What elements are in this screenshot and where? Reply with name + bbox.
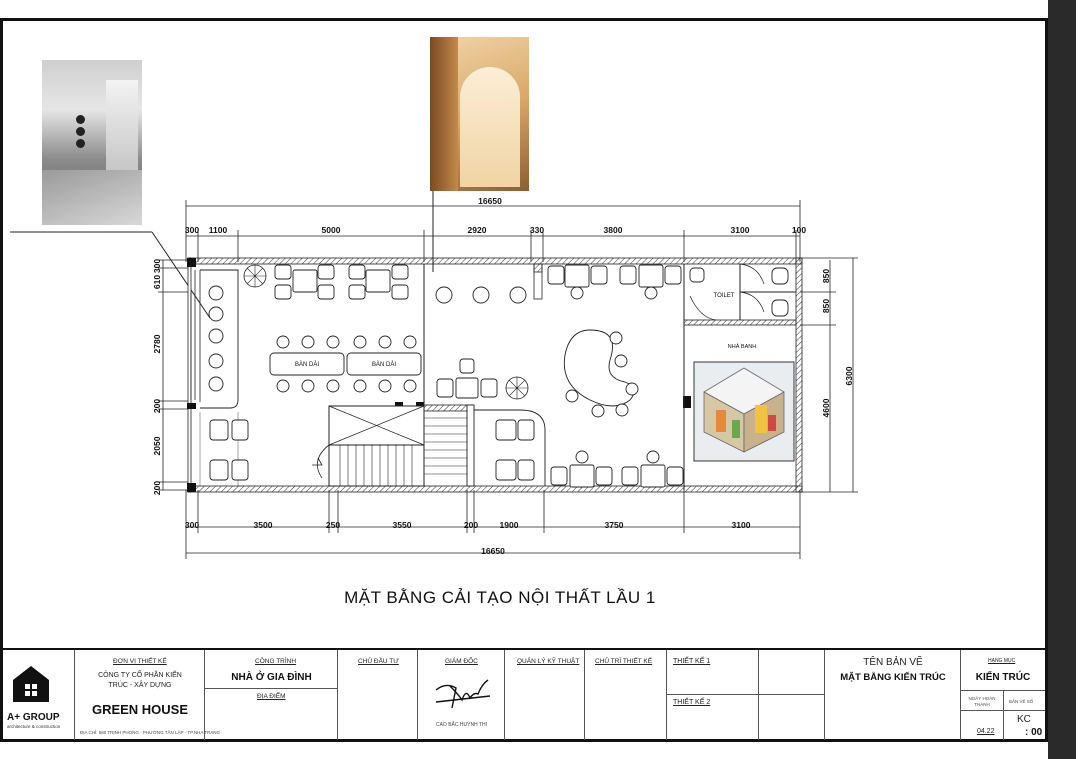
dim-right-3: 4600 [821, 398, 831, 418]
dim-top-7: 3100 [730, 225, 750, 235]
toilet-label: TOILET [713, 293, 735, 299]
dim-bottom-6: 1900 [499, 520, 519, 530]
project-name: NHÀ Ở GIA ĐÌNH [231, 672, 312, 683]
tech-manager-caption: QUẢN LÝ KỸ THUẬT [517, 658, 580, 665]
drawing-name-cell [825, 650, 961, 740]
drawing-title: MẶT BẰNG CẢI TẠO NỘI THẤT LẦU 1 [344, 588, 656, 607]
dim-top-6: 3800 [603, 225, 623, 235]
dim-bottom-total: 16650 [481, 546, 505, 556]
dim-bottom-4: 3550 [392, 520, 412, 530]
company-line1: CÔNG TY CỔ PHẦN KIẾN [98, 672, 182, 679]
dim-right-1: 850 [821, 268, 831, 284]
sheet-caption: BẢN VẼ SỐ [1009, 699, 1034, 704]
company-address: ĐỊA CHỈ: 580 TRỊNH PHONG - PHƯỜNG TÂN LẬP - TP.NHA TRANG [80, 730, 220, 735]
date-caption: NGÀY HOÀN THÀNH [968, 696, 996, 707]
designer2-caption: THIẾT KẾ 2 [673, 699, 711, 706]
kids-room-label: NHÀ BANH [727, 344, 757, 350]
dim-top-5: 330 [529, 225, 545, 235]
dim-bottom-8: 3100 [731, 520, 751, 530]
long-table-2-label: BÀN DÀI [371, 362, 397, 368]
dim-left-4: 200 [152, 398, 162, 414]
director-caption: GIÁM ĐỐC [445, 658, 478, 665]
category-caption: HẠNG MỤC [988, 658, 1016, 664]
dim-bottom-3: 250 [325, 520, 341, 530]
company-logo-icon [11, 664, 51, 704]
dim-bottom-7: 3750 [604, 520, 624, 530]
director-name: CAO BẮC HUỲNH THI [436, 722, 488, 728]
dim-right-4: 6300 [844, 366, 854, 386]
director-signature-icon [432, 670, 494, 712]
logo-cell [3, 650, 75, 740]
category-cell [961, 650, 1045, 740]
long-table-1-label: BÀN DÀI [294, 362, 320, 368]
dim-left-6: 200 [152, 480, 162, 496]
design-unit-cell [75, 650, 220, 740]
category: KIẾN TRÚC [975, 672, 1031, 683]
company-name: GREEN HOUSE [91, 702, 189, 717]
dim-bottom-1: 300 [184, 520, 200, 530]
designers-cell [667, 650, 759, 740]
dim-top-total: 16650 [478, 196, 502, 206]
dim-left-2: 610 [152, 274, 162, 290]
dim-top-2: 1100 [208, 225, 228, 235]
dim-top-1: 300 [184, 225, 200, 235]
lead-designer-cell [585, 650, 667, 740]
dim-top-4: 2920 [467, 225, 487, 235]
logo-text: A+ GROUP [7, 712, 60, 723]
drawing-name-caption: TÊN BẢN VẼ [863, 657, 923, 668]
tech-manager-cell [505, 650, 585, 740]
location-caption: ĐỊA ĐIỂM [257, 693, 286, 700]
dim-bottom-2: 3500 [253, 520, 273, 530]
dim-left-1: 300 [152, 258, 162, 274]
dim-left-3: 2780 [152, 334, 162, 354]
dim-right-2: 850 [821, 298, 831, 314]
project-caption: CÔNG TRÌNH [255, 658, 297, 665]
lead-designer-caption: CHỦ TRÌ THIẾT KẾ [595, 658, 653, 665]
dim-bottom-5: 200 [463, 520, 479, 530]
date-value: 04.22 [977, 728, 995, 735]
sheet-code: KC [1017, 714, 1031, 725]
investor-cell [338, 650, 418, 740]
drawing-name: MẶT BẰNG KIẾN TRÚC [840, 672, 946, 683]
designers-sign-cell [759, 650, 825, 740]
company-line2: TRÚC - XÂY DỰNG [108, 682, 172, 689]
investor-caption: CHỦ ĐẦU TƯ [358, 658, 399, 665]
design-unit-caption: ĐƠN VỊ THIẾT KẾ [113, 658, 167, 665]
title-block [3, 648, 1045, 740]
logo-subtext: architecture & construction [7, 724, 61, 729]
designer1-caption: THIẾT KẾ 1 [673, 658, 711, 665]
sheet-number: : 00 [1025, 727, 1043, 738]
dim-top-3: 5000 [321, 225, 341, 235]
dim-top-8: 100 [791, 225, 807, 235]
project-cell [205, 650, 338, 740]
director-cell [418, 650, 505, 740]
dim-left-5: 2050 [152, 436, 162, 456]
